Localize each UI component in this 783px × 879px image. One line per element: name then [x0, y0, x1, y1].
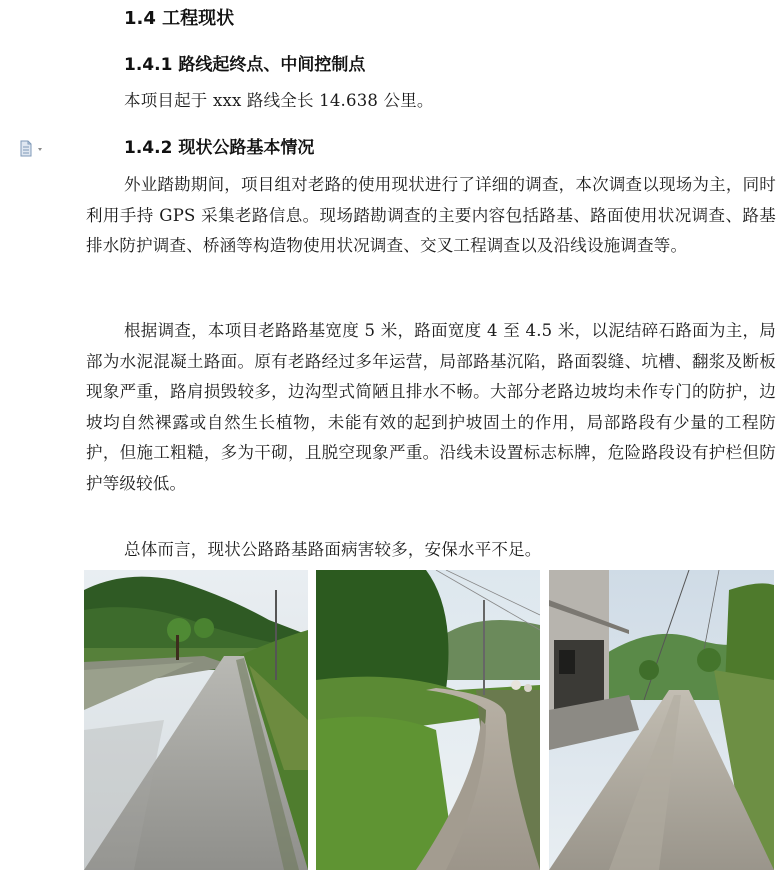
paragraph-survey: 外业踏勘期间，项目组对老路的使用现状进行了详细的调查，本次调查以现场为主，同时利用手持 GPS 采集老路信息。现场踏勘调查的主要内容包括路基、路面使用状况调查、路基排水防护调查、桥涵等构造物使用状况调查、交叉工程调查以及沿线设施调查等。	[86, 175, 776, 255]
subsection-heading-route: 1.4.1 路线起终点、中间控制点	[124, 55, 366, 75]
gravel-road-curve-photo	[316, 570, 540, 870]
section-heading: 1.4 工程现状	[124, 8, 235, 29]
subsection-heading-status: 1.4.2 现状公路基本情况	[124, 138, 315, 158]
paragraph-summary: 总体而言，现状公路路基路面病害较多，安保水平不足。	[124, 540, 542, 559]
document-icon[interactable]	[18, 140, 48, 158]
paragraph-route-length: 本项目起于 xxx 路线全长 14.638 公里。	[124, 91, 434, 110]
concrete-road-photo	[84, 570, 308, 870]
paragraph-findings: 根据调查，本项目老路路基宽度 5 米，路面宽度 4 至 4.5 米，以泥结碎石路面为主，局部为水泥混凝土路面。原有老路经过多年运营，局部路基沉陷，路面裂缝、坑槽、翻浆及断板现象严重，路肩损毁较多，边沟型式简陋且排水不畅。大部分老路边坡均未作专门的防护，边坡均自然裸露或自然生长植物，未能有效的起到护坡固土的作用，局部路段有少量的工程防护，但施工粗糙，多为干砌，且脱空现象严重。沿线未设置标志标牌，危险路段设有护栏但防护等级较低。	[86, 321, 776, 493]
gravel-road-village-photo	[549, 570, 774, 870]
